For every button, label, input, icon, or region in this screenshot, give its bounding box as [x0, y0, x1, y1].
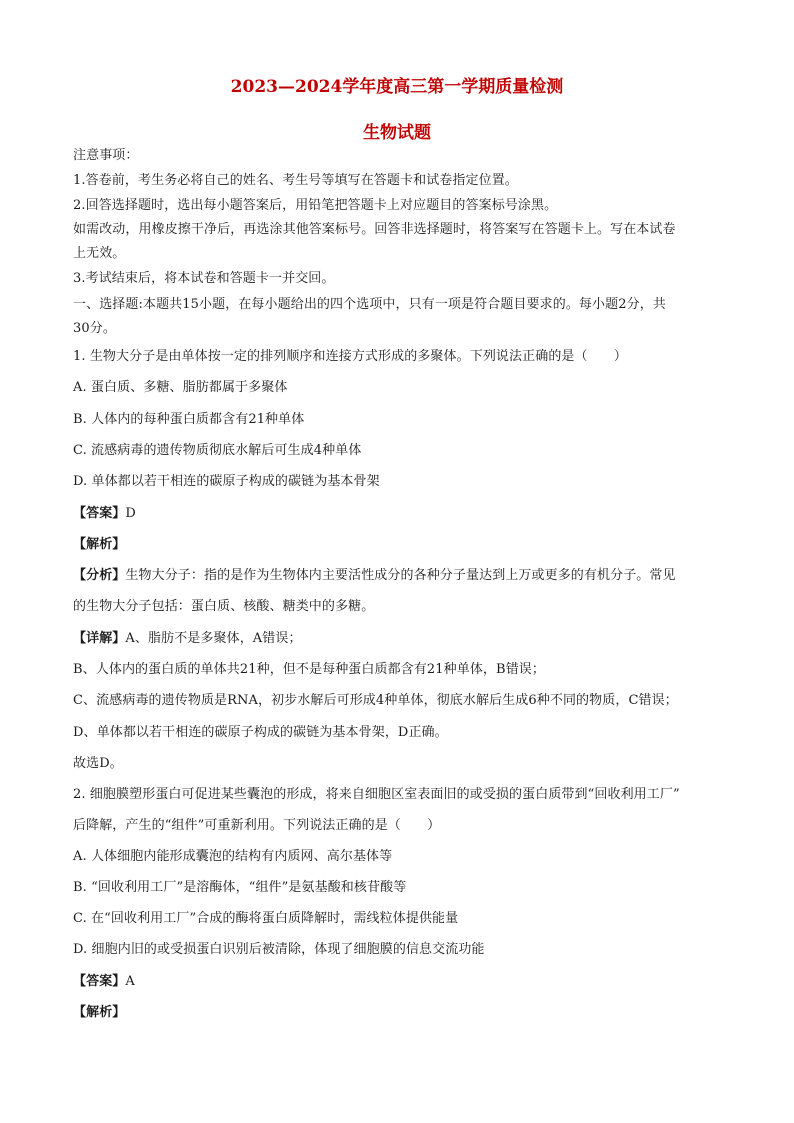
question-1-option-c: C. 流感病毒的遗传物质彻底水解后可生成4种单体	[73, 443, 362, 458]
question-2-option-d: D. 细胞内旧的或受损蛋白识别后被清除，体现了细胞膜的信息交流功能	[73, 942, 485, 957]
notice-item: 1.答卷前，考生务必将自己的姓名、考生号等填写在答题卡和试卷指定位置。	[73, 173, 518, 188]
answer-tag: 【答案】	[73, 506, 126, 521]
question-2-option-c: C. 在“回收利用工厂”合成的酶将蛋白质降解时，需线粒体提供能量	[73, 911, 459, 926]
question-2-option-b: B. “回收利用工厂”是溶酶体，“组件”是氨基酸和核苷酸等	[73, 880, 407, 895]
answer-tag: 【答案】	[73, 974, 126, 989]
exam-title: 2023—2024学年度高三第一学期质量检测	[230, 77, 564, 97]
question-1-option-d: D. 单体都以若干相连的碳原子构成的碳链为基本骨架	[73, 474, 380, 489]
question-2-option-a: A. 人体细胞内能形成囊泡的结构有内质网、高尔基体等	[73, 849, 393, 864]
question-1-detail-line: B、人体内的蛋白质的单体共21种，但不是每种蛋白质都含有21种单体，B错误；	[73, 662, 545, 677]
question-1-option-a: A. 蛋白质、多糖、脂肪都属于多聚体	[73, 380, 288, 395]
detail-text: A、脂肪不是多聚体，A错误；	[125, 631, 302, 646]
question-1-detail-line: C、流感病毒的遗传物质是RNA，初步水解后可形成4种单体，彻底水解后生成6种不同的物质，C错误；	[73, 693, 678, 708]
section-heading: 一、选择题:本题共15小题，在每小题给出的四个选项中，只有一项是符合题目要求的。每小题2分，共	[73, 297, 666, 312]
fenxi-text: 生物大分子：指的是作为生物体内主要活性成分的各种分子量达到上万或更多的有机分子。常见	[125, 568, 676, 583]
question-1-stem: 1. 生物大分子是由单体按一定的排列顺序和连接方式形成的多聚体。下列说法正确的是（ ）	[73, 349, 627, 364]
question-1-analysis-tag	[73, 536, 734, 554]
question-1-fenxi-cont: 的生物大分子包括：蛋白质、核酸、糖类中的多糖。	[73, 599, 375, 614]
analysis-tag: 【解析】	[73, 537, 126, 552]
exam-subtitle: 生物试题	[363, 123, 431, 143]
question-1-answer	[73, 505, 734, 523]
section-heading-cont: 30分。	[73, 321, 116, 336]
question-1-fenxi	[73, 567, 734, 585]
question-2-stem-cont: 后降解，产生的“组件”可重新利用。下列说法正确的是（ ）	[73, 818, 441, 833]
notice-heading: 注意事项：	[73, 148, 139, 163]
question-2-answer	[73, 973, 734, 991]
notice-item: 3.考试结束后，将本试卷和答题卡一并交回。	[73, 271, 335, 286]
question-1-option-b: B. 人体内的每种蛋白质都含有21种单体	[73, 412, 305, 427]
question-1-detail	[73, 630, 734, 648]
analysis-tag: 【解析】	[73, 1005, 126, 1020]
question-2-analysis-tag	[73, 1004, 734, 1022]
notice-item: 2.回答选择题时，选出每小题答案后，用铅笔把答题卡上对应题目的答案标号涂黑。	[73, 198, 558, 213]
question-2-stem: 2. 细胞膜塑形蛋白可促进某些囊泡的形成，将来自细胞区室表面旧的或受损的蛋白质带到“回收利用工厂”	[73, 787, 680, 802]
notice-item: 上无效。	[73, 246, 126, 261]
notice-item: 如需改动，用橡皮擦干净后，再选涂其他答案标号。回答非选择题时，将答案写在答题卡上。写在本试卷	[73, 222, 676, 237]
question-1-conclusion: 故选D。	[73, 756, 123, 771]
answer-value: A	[125, 974, 135, 989]
fenxi-tag: 【分析】	[73, 568, 126, 583]
answer-value: D	[125, 506, 136, 521]
question-1-detail-line: D、单体都以若干相连的碳原子构成的碳链为基本骨架，D正确。	[73, 725, 448, 740]
detail-tag: 【详解】	[73, 631, 126, 646]
